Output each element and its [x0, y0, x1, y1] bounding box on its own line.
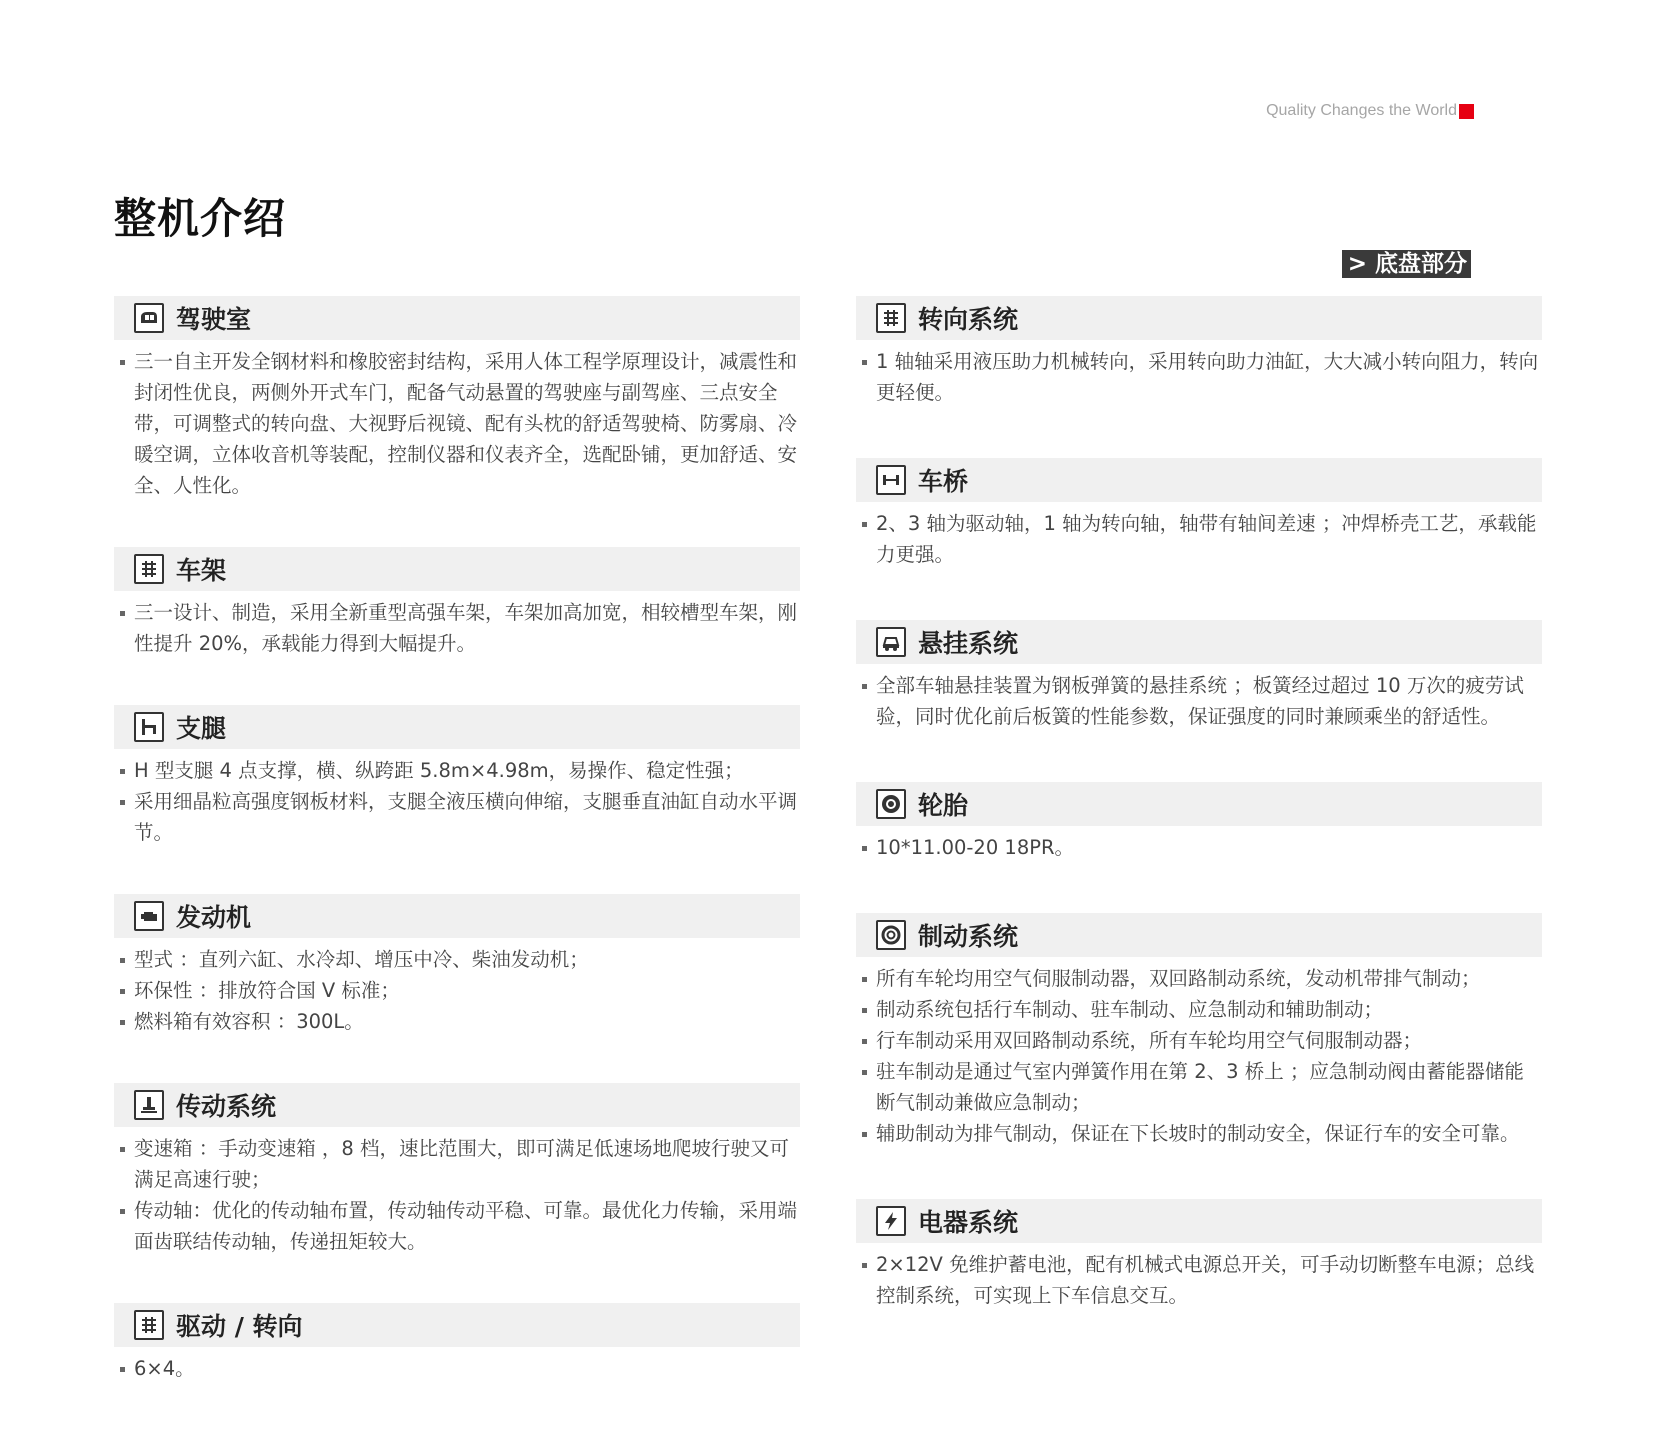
section-title: 制动系统 [918, 922, 1019, 951]
item-list [856, 1249, 1542, 1311]
section-title: 驱动 / 转向 [176, 1312, 303, 1341]
section-title: 车桥 [918, 467, 969, 496]
list-item: 燃料箱有效容积 ：300L。 [114, 1006, 800, 1037]
section-header [114, 1303, 800, 1347]
section-header [114, 894, 800, 938]
section-header [114, 1083, 800, 1127]
section-title: 电器系统 [918, 1208, 1019, 1237]
section-title: 驾驶室 [176, 305, 252, 334]
list-item: 全部车轴悬挂装置为钢板弹簧的悬挂系统 ；板簧经过超过 10 万次的疲劳试验，同时优化前后板簧的性能参数，保证强度的同时兼顾乘坐的舒适性。 [856, 670, 1542, 732]
section-title: 车架 [176, 556, 227, 585]
list-item: 驻车制动是通过气室内弹簧作用在第 2、3 桥上 ；应急制动阀由蓄能器储能断气制动兼做应急制动； [856, 1056, 1542, 1118]
section-header [856, 620, 1542, 664]
list-item: 6×4。 [114, 1353, 800, 1384]
list-item: 变速箱 ：手动变速箱 ，8 档，速比范围大，即可满足低速场地爬坡行驶又可满足高速行驶； [114, 1133, 800, 1195]
list-item: 传动轴：优化的传动轴布置，传动轴传动平稳、可靠。最优化力传输，采用端面齿联结传动轴，传递扭矩较大。 [114, 1195, 800, 1257]
electrical-icon [876, 1206, 906, 1236]
section-engine [114, 894, 800, 1037]
list-item: H 型支腿 4 点支撑，横、纵跨距 5.8m×4.98m，易操作、稳定性强； [114, 755, 800, 786]
tire-icon [876, 789, 906, 819]
page-title: 整机介绍 [114, 194, 287, 243]
item-list [114, 346, 800, 501]
section-axle [856, 458, 1542, 570]
section-brake [856, 913, 1542, 1149]
section-title: 传动系统 [176, 1092, 277, 1121]
section-header [856, 1199, 1542, 1243]
section-tire [856, 782, 1542, 863]
item-list [856, 670, 1542, 732]
section-suspension [856, 620, 1542, 732]
left-column [114, 296, 800, 1430]
transmission-icon [134, 1090, 164, 1120]
accent-square [1459, 104, 1474, 119]
section-cab [114, 296, 800, 501]
right-column [856, 296, 1542, 1361]
section-header [856, 913, 1542, 957]
section-frame [114, 547, 800, 659]
list-item: 行车制动采用双回路制动系统，所有车轮均用空气伺服制动器； [856, 1025, 1542, 1056]
list-item: 制动系统包括行车制动、驻车制动、应急制动和辅助制动； [856, 994, 1542, 1025]
list-item: 采用细晶粒高强度钢板材料，支腿全液压横向伸缩，支腿垂直油缸自动水平调节。 [114, 786, 800, 848]
section-header [856, 782, 1542, 826]
list-item: 所有车轮均用空气伺服制动器，双回路制动系统，发动机带排气制动； [856, 963, 1542, 994]
list-item: 2×12V 免维护蓄电池，配有机械式电源总开关，可手动切断整车电源；总线控制系统，可实现上下车信息交互。 [856, 1249, 1542, 1311]
item-list [856, 508, 1542, 570]
item-list [114, 755, 800, 848]
section-label: > 底盘部分 [1342, 250, 1471, 278]
cab-icon [134, 303, 164, 333]
frame-icon [134, 554, 164, 584]
item-list [114, 597, 800, 659]
list-item: 辅助制动为排气制动，保证在下长坡时的制动安全，保证行车的安全可靠。 [856, 1118, 1542, 1149]
item-list [114, 944, 800, 1037]
item-list [114, 1133, 800, 1257]
section-title: 轮胎 [918, 791, 969, 820]
section-steering [856, 296, 1542, 408]
section-header [114, 547, 800, 591]
section-header [114, 296, 800, 340]
list-item: 环保性 ：排放符合国 V 标准； [114, 975, 800, 1006]
suspension-icon [876, 627, 906, 657]
section-header [114, 705, 800, 749]
outrigger-icon [134, 712, 164, 742]
engine-icon [134, 901, 164, 931]
section-title: 支腿 [176, 714, 227, 743]
drive-icon [134, 1310, 164, 1340]
list-item: 2、3 轴为驱动轴，1 轴为转向轴，轴带有轴间差速 ；冲焊桥壳工艺，承载能力更强。 [856, 508, 1542, 570]
section-header [856, 458, 1542, 502]
item-list [856, 963, 1542, 1149]
section-title: 悬挂系统 [918, 629, 1019, 658]
section-title: 发动机 [176, 903, 252, 932]
list-item: 三一设计、制造，采用全新重型高强车架，车架加高加宽，相较槽型车架，刚性提升 20%，承载能力得到大幅提升。 [114, 597, 800, 659]
brake-icon [876, 920, 906, 950]
list-item: 1 轴轴采用液压助力机械转向，采用转向助力油缸，大大减小转向阻力，转向更轻便。 [856, 346, 1542, 408]
section-outrigger [114, 705, 800, 848]
item-list [856, 346, 1542, 408]
section-electrical [856, 1199, 1542, 1311]
section-drive [114, 1303, 800, 1384]
section-title: 转向系统 [918, 305, 1019, 334]
item-list [114, 1353, 800, 1384]
section-transmission [114, 1083, 800, 1257]
item-list [856, 832, 1542, 863]
list-item: 三一自主开发全钢材料和橡胶密封结构，采用人体工程学原理设计，减震性和封闭性优良，两侧外开式车门，配备气动悬置的驾驶座与副驾座、三点安全带，可调整式的转向盘、大视野后视镜、配有头枕的舒适驾驶椅、防雾扇、冷暖空调，立体收音机等装配，控制仪器和仪表齐全，选配卧铺，更加舒适、安全、人性化。 [114, 346, 800, 501]
tagline: Quality Changes the World [1266, 102, 1457, 119]
section-header [856, 296, 1542, 340]
axle-icon [876, 465, 906, 495]
list-item: 10*11.00-20 18PR。 [856, 832, 1542, 863]
steering-icon [876, 303, 906, 333]
list-item: 型式 ：直列六缸、水冷却、增压中冷、柴油发动机； [114, 944, 800, 975]
